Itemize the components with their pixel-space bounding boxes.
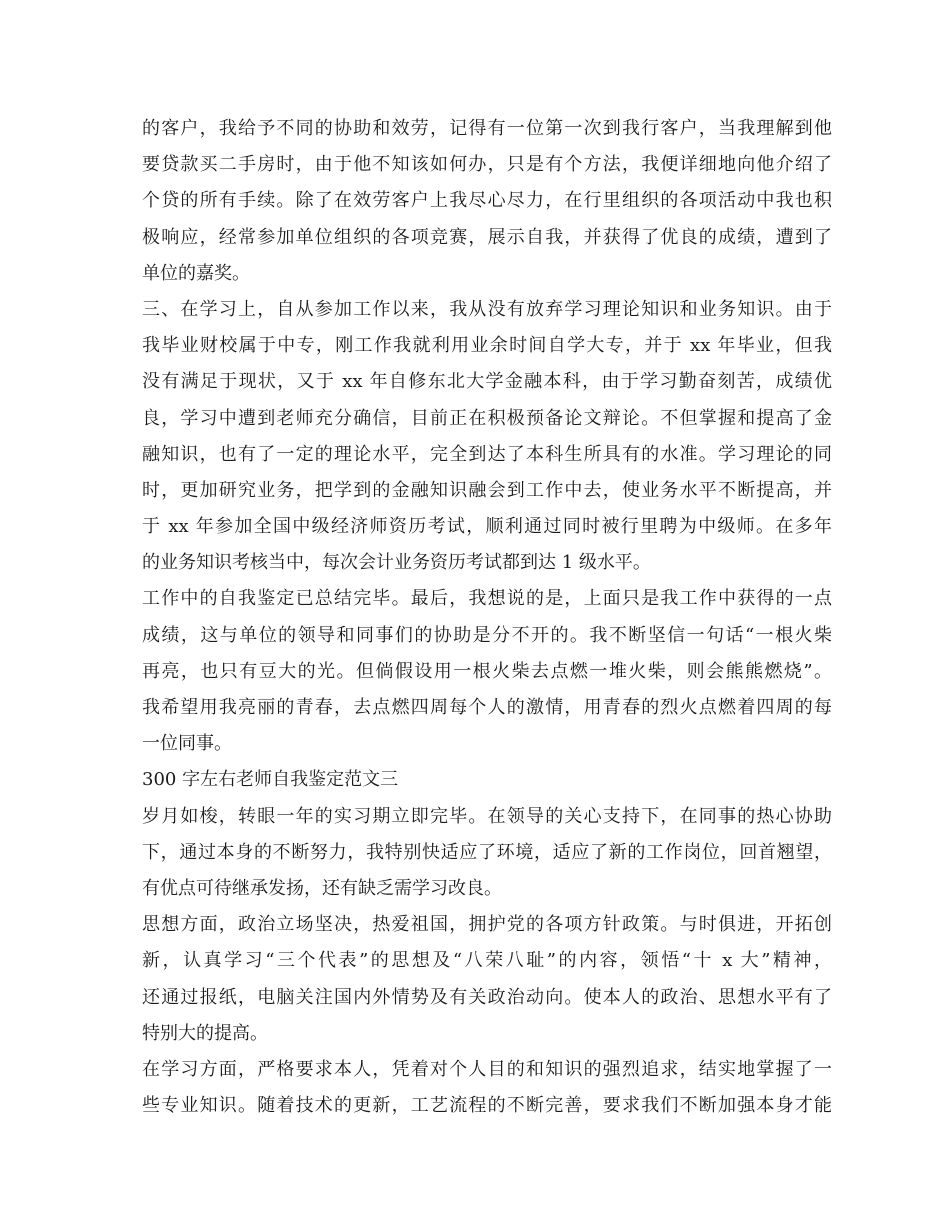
text-line: 单位的嘉奖。	[142, 262, 250, 284]
text-line: 要贷款买二手房时，由于他不知该如何办，只是有个方法，我便详细地向他介绍了	[142, 154, 832, 176]
text-line: 一位同事。	[142, 733, 232, 755]
text-line: 在学习方面，严格要求本人，凭着对个人目的和知识的强烈追求，结实地掌握了一	[142, 1058, 832, 1080]
text-line: 有优点可待继承发扬，还有缺乏需学习改良。	[142, 877, 502, 899]
text-line: 成绩，这与单位的领导和同事们的协助是分不开的。我不断坚信一句话“一根火柴	[142, 624, 832, 646]
text-line: 极响应，经常参加单位组织的各项竞赛，展示自我，并获得了优良的成绩，遭到了	[142, 226, 832, 248]
text-line: 思想方面，政治立场坚决，热爱祖国，拥护党的各项方针政策。与时俱进，开拓创	[142, 914, 832, 936]
text-line: 我希望用我亮丽的青春，去点燃四周每个人的激情，用青春的烈火点燃着四周的每	[142, 697, 832, 718]
document-body	[142, 111, 832, 1124]
text-line: 没有满足于现状，又于 xx 年自修东北大学金融本科，由于学习勤奋刻苦，成绩优	[142, 371, 832, 393]
text-line: 个贷的所有手续。除了在效劳客户上我尽心尽力，在行里组织的各项活动中我也积	[142, 190, 832, 212]
text-line: 岁月如梭，转眼一年的实习期立即完毕。在领导的关心支持下，在同事的热心协助	[142, 805, 832, 827]
text-line: 我毕业财校属于中专，刚工作我就利用业余时间自学大专，并于 xx 年毕业，但我	[142, 335, 832, 357]
text-line: 些专业知识。随着技术的更新，工艺流程的不断完善，要求我们不断加强本身才能	[142, 1095, 832, 1117]
text-line: 特别大的提高。	[142, 1022, 268, 1044]
text-line: 的业务知识考核当中，每次会计业务资历考试都到达 1 级水平。	[142, 552, 651, 574]
text-line: 于 xx 年参加全国中级经济师资历考试，顺利通过同时被行里聘为中级师。在多年	[142, 516, 832, 538]
text-line: 300 字左右老师自我鉴定范文三	[142, 769, 399, 791]
text-line: 再亮，也只有豆大的光。但倘假设用一根火柴去点燃一堆火柴，则会熊熊燃烧”。	[142, 660, 832, 682]
text-line: 时，更加研究业务，把学到的金融知识融会到工作中去，使业务水平不断提高，并	[142, 479, 832, 501]
text-line: 还通过报纸，电脑关注国内外情势及有关政治动向。使本人的政治、思想水平有了	[142, 986, 832, 1008]
text-line: 工作中的自我鉴定已总结完毕。最后，我想说的是，上面只是我工作中获得的一点	[142, 588, 832, 610]
text-line: 三、在学习上，自从参加工作以来，我从没有放弃学习理论知识和业务知识。由于	[142, 298, 832, 320]
text-line: 下，通过本身的不断努力，我特别快适应了环境，适应了新的工作岗位，回首翘望，	[142, 841, 832, 863]
text-line: 融知识，也有了一定的理论水平，完全到达了本科生所具有的水准。学习理论的同	[142, 443, 832, 465]
text-line: 新，认真学习“三个代表”的思想及“八荣八耻”的内容，领悟“十 x 大”精神，	[142, 950, 832, 972]
text-line: 的客户，我给予不同的协助和效劳，记得有一位第一次到我行客户，当我理解到他	[142, 118, 832, 139]
text-line: 良，学习中遭到老师充分确信，目前正在积极预备论文辩论。不但掌握和提高了金	[142, 407, 832, 429]
